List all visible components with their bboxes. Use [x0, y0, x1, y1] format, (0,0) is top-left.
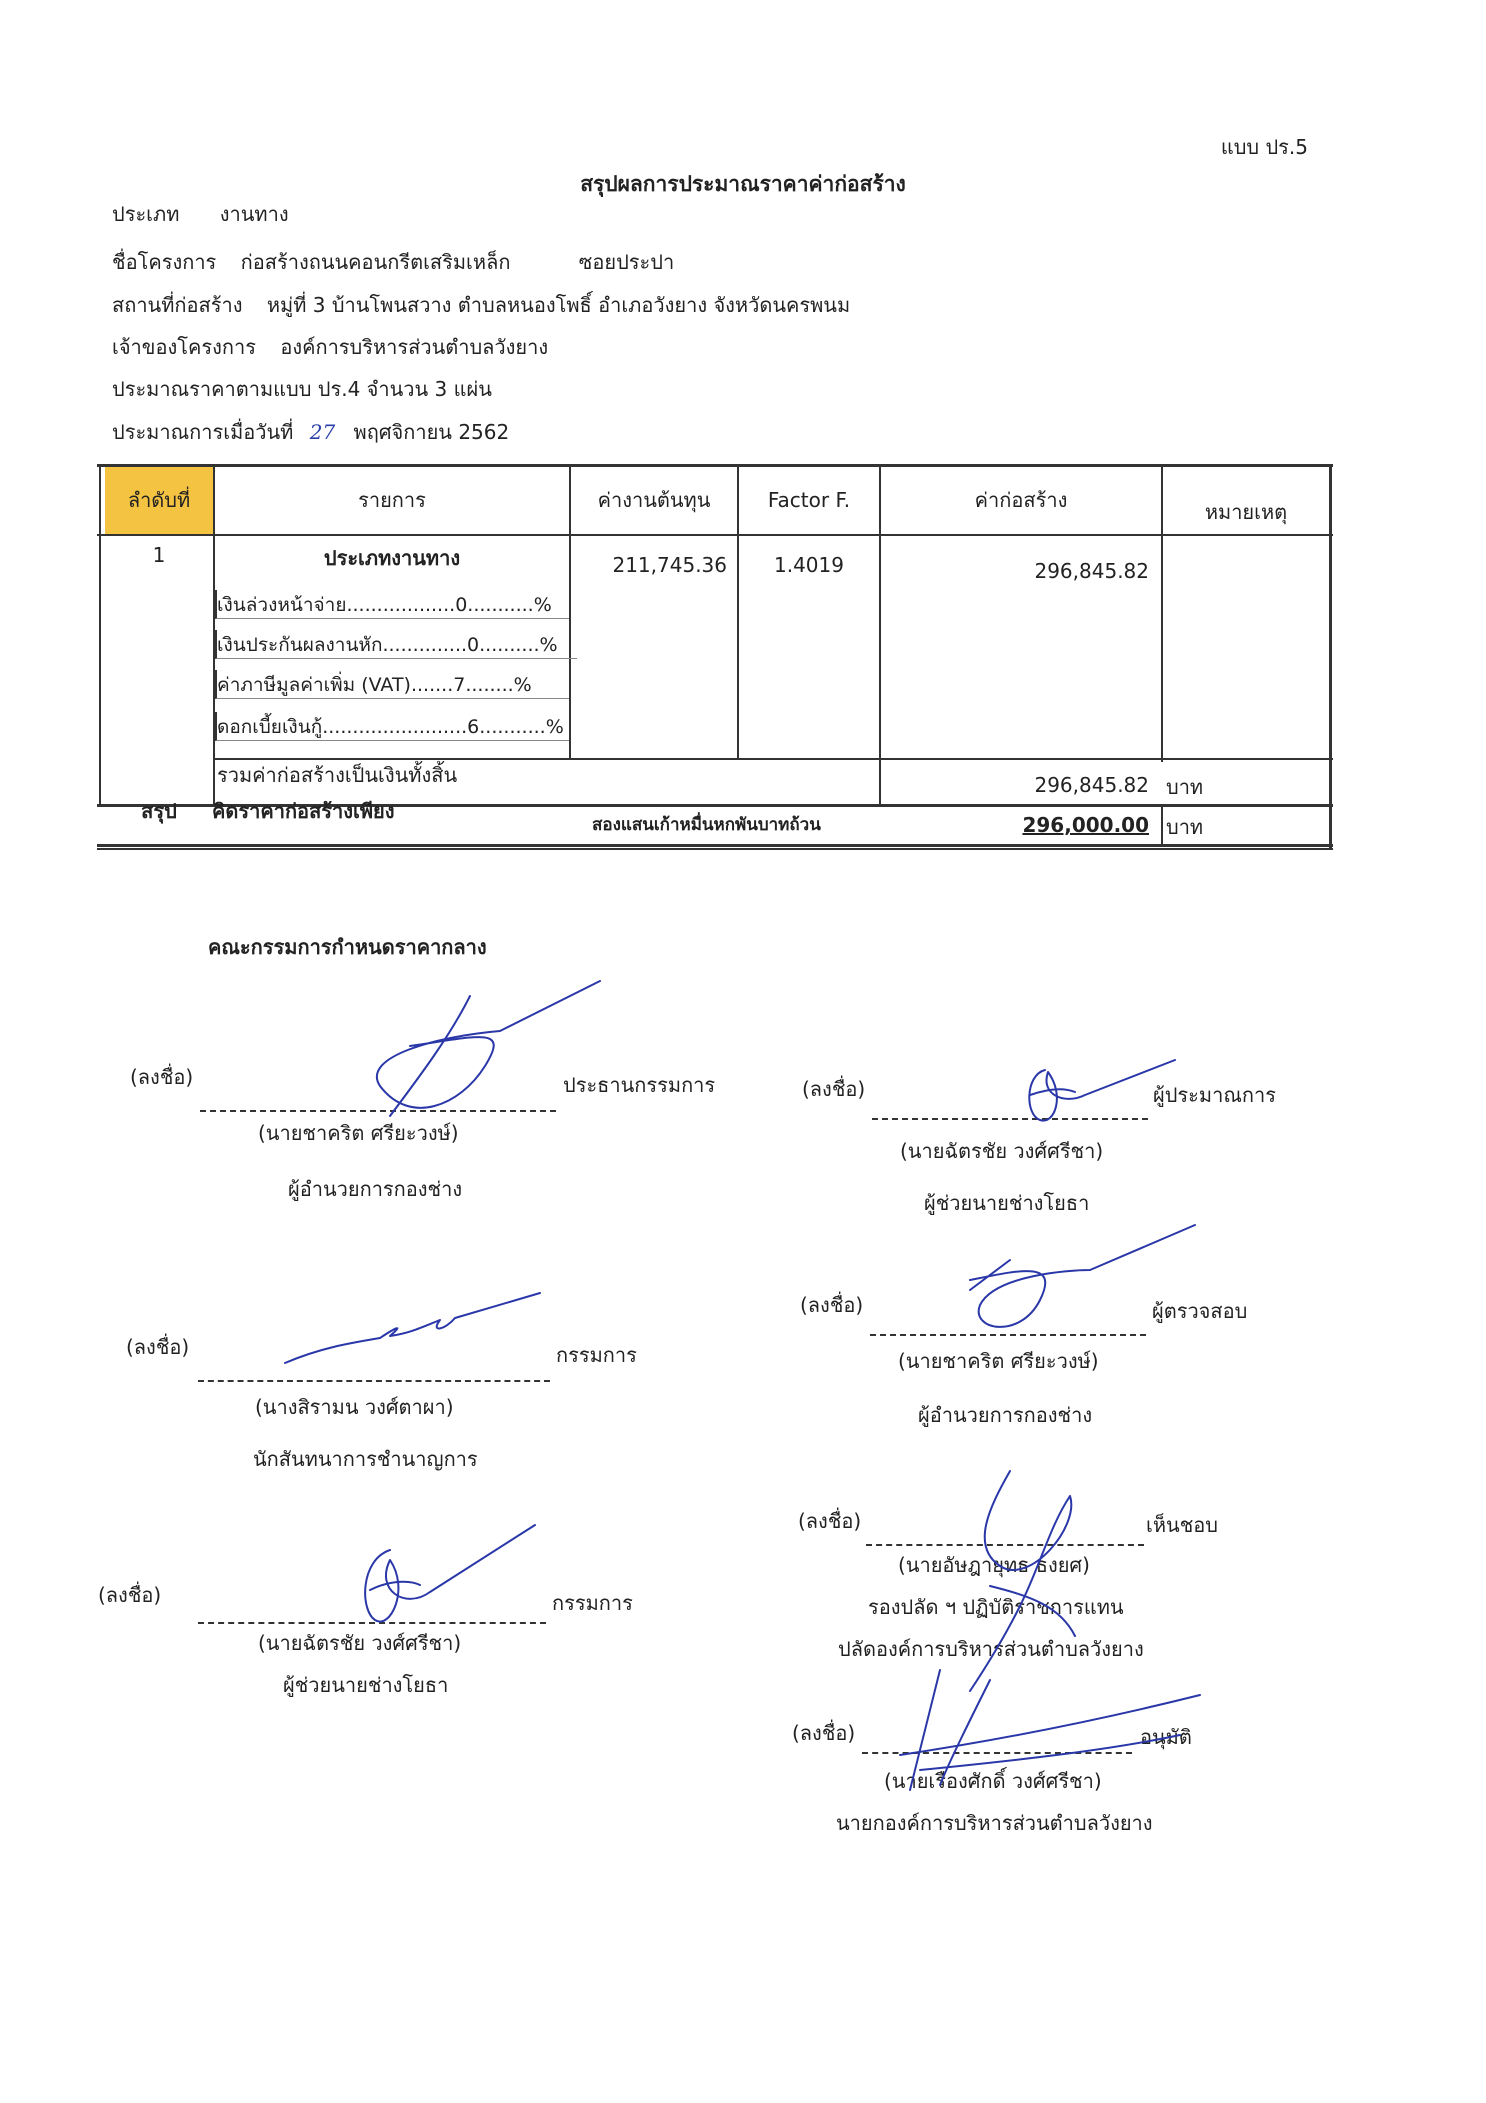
- position-right2: ผู้อำนวยการกองช่าง: [918, 1403, 1093, 1427]
- summary-unit: บาท: [1166, 815, 1204, 839]
- signature-left3: [330, 1520, 540, 1644]
- position-left1: ผู้อำนวยการกองช่าง: [288, 1177, 463, 1201]
- site-label: สถานที่ก่อสร้าง: [112, 293, 243, 317]
- date-row: [112, 416, 509, 448]
- name-left1: (นายชาคริต ศรียะวงษ์): [258, 1121, 459, 1145]
- role-right2: ผู้ตรวจสอบ: [1152, 1299, 1248, 1323]
- role-left2: กรรมการ: [556, 1343, 637, 1367]
- signature-line-left2: [198, 1380, 550, 1382]
- project-type-row: [112, 198, 289, 230]
- estimate-ref-row: [112, 373, 492, 405]
- signature-left2: [280, 1288, 550, 1372]
- position-right4: นายกองค์การบริหารส่วนตำบลวังยาง: [836, 1811, 1153, 1835]
- condition-vat: ค่าภาษีมูลค่าเพิ่ม (VAT).......7........%: [215, 670, 569, 699]
- role-left3: กรรมการ: [552, 1591, 633, 1615]
- project-name-row: [112, 246, 674, 278]
- name-left2: (นางสิรามน วงศ์ตาผา): [255, 1395, 454, 1419]
- project-extra: ซอยประปา: [578, 250, 675, 274]
- date-prefix: ประมาณการเมื่อวันที่: [112, 420, 294, 444]
- estimate-ref: ประมาณราคาตามแบบ ปร.4 จำนวน 3 แผ่น: [112, 377, 492, 401]
- form-code: แบบ ปร.5: [1220, 135, 1308, 159]
- row-no: 1: [152, 543, 166, 567]
- date-day: 27: [309, 420, 336, 444]
- role-right4: อนุมัติ: [1140, 1725, 1192, 1749]
- name-right3: (นายอัษฎายุทธ ธงยศ): [898, 1553, 1090, 1577]
- sign-prefix-right3: (ลงชื่อ): [798, 1509, 862, 1533]
- name-left3: (นายฉัตรชัย วงศ์ศรีชา): [258, 1631, 462, 1655]
- project-value: ก่อสร้างถนนคอนกรีตเสริมเหล็ก: [240, 250, 511, 274]
- name-right2: (นายชาคริต ศรียะวงษ์): [898, 1349, 1099, 1373]
- summary-label: สรุป: [141, 799, 177, 823]
- summary-text: คิดราคาก่อสร้างเพียง: [212, 799, 395, 823]
- signature-left1: [320, 976, 610, 1150]
- signature-right2: [950, 1220, 1200, 1354]
- signature-right4: [880, 1660, 1210, 1804]
- position-left2: นักสันทนาการชำนาญการ: [253, 1447, 478, 1471]
- document-title: สรุปผลการประมาณราคาค่าก่อสร้าง: [580, 172, 906, 196]
- type-value: งานทาง: [219, 202, 289, 226]
- owner-value: องค์การบริหารส่วนตำบลวังยาง: [280, 335, 549, 359]
- sign-prefix-left2: (ลงชื่อ): [126, 1335, 190, 1359]
- sign-prefix-right4: (ลงชื่อ): [792, 1721, 856, 1745]
- header-remark: หมายเหตุ: [1204, 500, 1288, 524]
- total-value: 296,845.82: [1034, 773, 1149, 797]
- summary-words: สองแสนเก้าหมื่นหกพันบาทถ้วน: [592, 815, 821, 835]
- project-label: ชื่อโครงการ: [112, 250, 217, 274]
- row-cost: 211,745.36: [612, 553, 727, 577]
- position-right1: ผู้ช่วยนายช่างโยธา: [924, 1191, 1090, 1215]
- sign-prefix-right1: (ลงชื่อ): [802, 1077, 866, 1101]
- date-rest: พฤศจิกายน 2562: [353, 420, 510, 444]
- owner-label: เจ้าของโครงการ: [112, 335, 256, 359]
- position-right3: รองปลัด ฯ ปฏิบัติราชการแทน: [868, 1595, 1124, 1619]
- header-item: รายการ: [358, 488, 426, 512]
- site-value: หมู่ที่ 3 บ้านโพนสวาง ตำบลหนองโพธิ์ อำเภอวังยาง จังหวัดนครพนม: [266, 293, 851, 317]
- header-no: ลำดับที่: [127, 488, 191, 512]
- total-label: รวมค่าก่อสร้างเป็นเงินทั้งสิ้น: [217, 763, 458, 787]
- header-construction: ค่าก่อสร้าง: [974, 488, 1068, 512]
- signature-right1: [1010, 1050, 1180, 1134]
- header-cost: ค่างานต้นทุน: [597, 488, 711, 512]
- row-factor: 1.4019: [774, 553, 844, 577]
- committee-title: คณะกรรมการกำหนดราคากลาง: [208, 935, 487, 959]
- total-unit: บาท: [1166, 775, 1204, 799]
- condition-interest: ดอกเบี้ยเงินกู้........................6...........%: [215, 712, 569, 741]
- owner-row: [112, 331, 548, 363]
- header-factor: Factor F.: [767, 488, 851, 512]
- role-right3: เห็นชอบ: [1146, 1513, 1218, 1537]
- sign-prefix-right2: (ลงชื่อ): [800, 1293, 864, 1317]
- site-row: [112, 289, 850, 321]
- sign-prefix-left3: (ลงชื่อ): [98, 1583, 162, 1607]
- position-left3: ผู้ช่วยนายช่างโยธา: [283, 1673, 449, 1697]
- row-construction: 296,845.82: [1034, 559, 1149, 583]
- type-label: ประเภท: [112, 202, 180, 226]
- row-item: ประเภทงานทาง: [323, 546, 461, 570]
- condition-advance: เงินล่วงหน้าจ่าย..................0...........%: [215, 590, 569, 619]
- condition-guarantee: เงินประกันผลงานหัก..............0..........%: [215, 630, 577, 659]
- name-right1: (นายฉัตรชัย วงศ์ศรีชา): [900, 1139, 1104, 1163]
- position2-right3: ปลัดองค์การบริหารส่วนตำบลวังยาง: [838, 1637, 1144, 1661]
- name-right4: (นายเรืองศักดิ์ วงศ์ศรีชา): [884, 1769, 1102, 1793]
- sign-prefix-left1: (ลงชื่อ): [130, 1065, 194, 1089]
- role-right1: ผู้ประมาณการ: [1153, 1083, 1276, 1107]
- role-left1: ประธานกรรมการ: [563, 1073, 716, 1097]
- summary-value: 296,000.00: [1022, 813, 1149, 837]
